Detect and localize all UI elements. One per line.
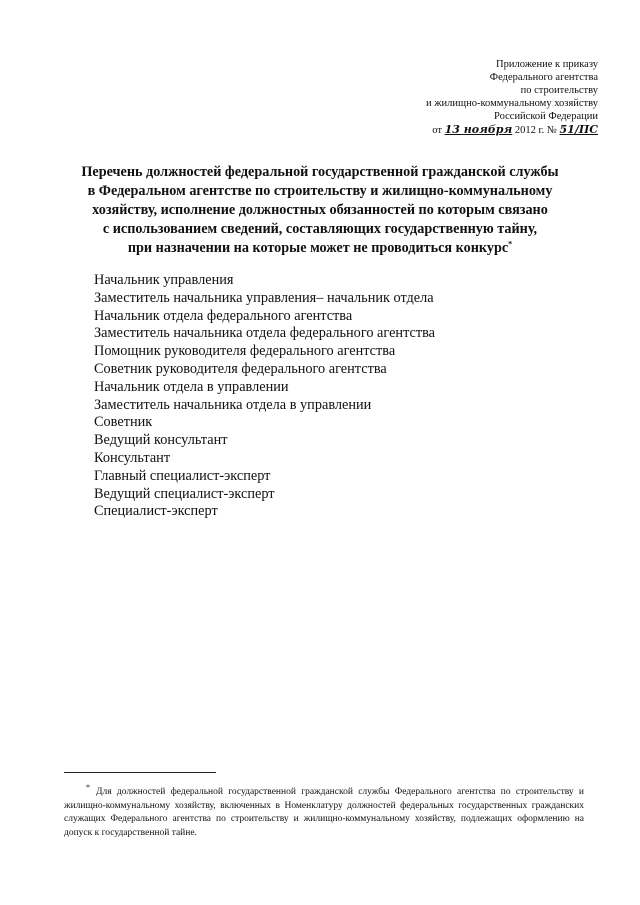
footnote-mark: * (86, 782, 90, 792)
position-item: Ведущий специалист-эксперт (94, 485, 275, 502)
title-line: с использованием сведений, составляющих государственную тайну, (102, 221, 538, 237)
position-item: Консультант (94, 449, 171, 466)
appendix-line: и жилищно-коммунальному хозяйству (426, 98, 598, 109)
positions-list (94, 272, 435, 521)
appendix-line: Федерального агентства (489, 72, 598, 83)
position-item: Советник руководителя федерального агентства (94, 360, 387, 377)
appendix-line: Приложение к приказу (496, 59, 598, 70)
order-number-handwritten: 51/ПС (559, 123, 598, 136)
position-item: Специалист-эксперт (94, 503, 218, 520)
document-title (40, 163, 600, 258)
appendix-line: Российской Федерации (494, 111, 598, 122)
position-item: Начальник отдела федерального агентства (94, 307, 353, 324)
title-line: хозяйству, исполнение должностных обязанностей по которым связано (92, 202, 548, 218)
position-item: Помощник руководителя федерального агентства (94, 343, 396, 360)
position-item: Заместитель начальника отдела федерального агентства (94, 325, 435, 342)
footnote (64, 782, 584, 840)
position-item: Советник (94, 414, 153, 431)
title-line: Перечень должностей федеральной государственной гражданской службы (81, 164, 559, 180)
order-year: 2012 г. № (514, 125, 557, 136)
order-date-handwritten: 13 ноября (444, 123, 513, 136)
position-item: Заместитель начальника управления– начальник отдела (94, 289, 434, 306)
position-item: Главный специалист-эксперт (94, 467, 271, 484)
appendix-header (358, 58, 598, 137)
order-prefix: от (432, 125, 442, 136)
position-item: Начальник управления (94, 272, 234, 288)
title-line: при назначении на которые может не проводиться конкурс (127, 240, 509, 256)
position-item: Начальник отдела в управлении (94, 378, 289, 395)
title-line-last (40, 239, 600, 258)
position-item: Заместитель начальника отдела в управлении (94, 396, 372, 413)
position-item: Ведущий консультант (94, 432, 228, 449)
title-line: в Федеральном агентстве по строительству и жилищно-коммунальному (87, 183, 553, 199)
appendix-line: по строительству (520, 85, 598, 96)
footnote-text: Для должностей федеральной государственной гражданской службы Федерального агентства по строительству и жилищно-коммунальному хозяйству, включенных в Номенклатуру должностей федеральных государственных гражданских служащих Федерального агентства по строительству и жилищно-коммунальному хозяйству, подлежащих оформлению на допуск к государственной тайне. (64, 787, 584, 838)
order-reference (358, 123, 598, 137)
title-footnote-mark: * (508, 239, 513, 249)
footnote-divider (64, 772, 216, 773)
